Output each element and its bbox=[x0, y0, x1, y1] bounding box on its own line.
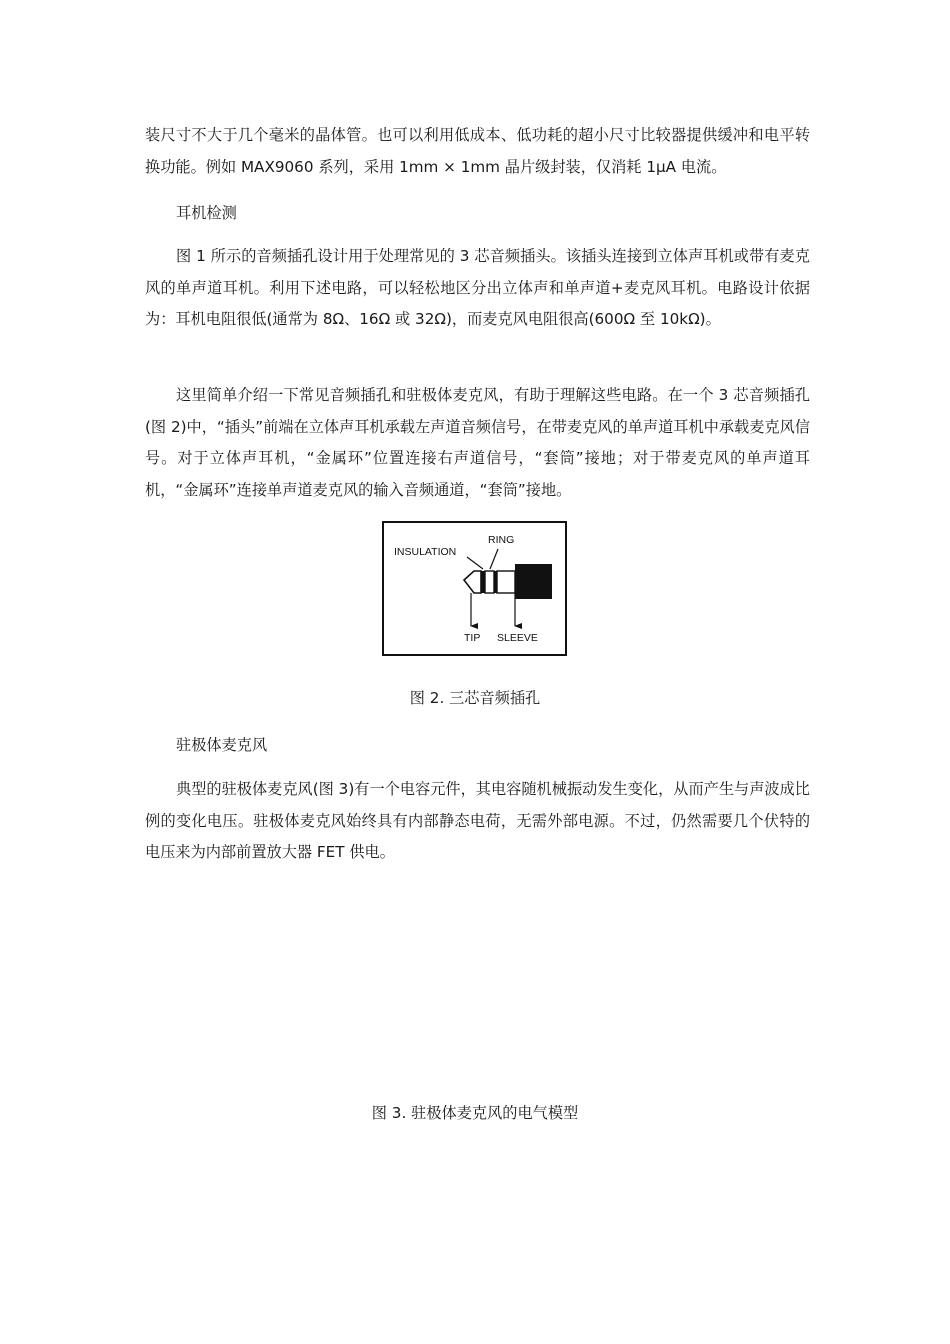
figure-3-caption: 图 3. 驻极体麦克风的电气模型 bbox=[371, 1104, 579, 1122]
jack-diagram bbox=[384, 523, 565, 654]
figure-3-pole-jack bbox=[382, 521, 567, 656]
label-insulation: INSULATION bbox=[394, 546, 457, 558]
paragraph-audio-jack: 图 1 所示的音频插孔设计用于处理常见的 3 芯音频插头。该插头连接到立体声耳机或带有麦克风的单声道耳机。利用下述电路，可以轻松地区分出立体声和单声道+麦克风耳机。电路设计依据为：耳机电阻很低(通常为 8Ω、16Ω 或 32Ω)，而麦克风电阻很高(600Ω 至 10kΩ)。 bbox=[145, 247, 810, 328]
section-heading-headphone-detection: 耳机检测 bbox=[176, 204, 237, 222]
paragraph-jack-intro: 这里简单介绍一下常见音频插孔和驻极体麦克风，有助于理解这些电路。在一个 3 芯音频插孔(图 2)中，“插头”前端在立体声耳机承载左声道音频信号，在带麦克风的单声道耳机中承载麦克风信号。对于立体声耳机，“金属环”位置连接右声道信号，“套筒”接地；对于带麦克风的单声道耳机，“金属环”连接单声道麦克风的输入音频通道，“套筒”接地。 bbox=[145, 386, 810, 499]
figure-2-caption: 图 2. 三芯音频插孔 bbox=[409, 689, 541, 707]
label-ring: RING bbox=[488, 534, 515, 546]
label-sleeve: SLEEVE bbox=[497, 632, 538, 644]
plug-shape bbox=[464, 564, 552, 599]
label-tip: TIP bbox=[464, 632, 481, 644]
section-heading-electret-mic: 驻极体麦克风 bbox=[176, 736, 268, 754]
paragraph-electret-mic: 典型的驻极体麦克风(图 3)有一个电容元件，其电容随机械振动发生变化，从而产生与声波成比例的变化电压。驻极体麦克风始终具有内部静态电荷，无需外部电源。不过，仍然需要几个伏特的电压来为内部前置放大器 FET 供电。 bbox=[145, 780, 810, 861]
paragraph-comparator: 装尺寸不大于几个毫米的晶体管。也可以利用低成本、低功耗的超小尺寸比较器提供缓冲和电平转换功能。例如 MAX9060 系列，采用 1mm × 1mm 晶片级封装，仅消耗 1µA 电流。 bbox=[145, 126, 810, 176]
